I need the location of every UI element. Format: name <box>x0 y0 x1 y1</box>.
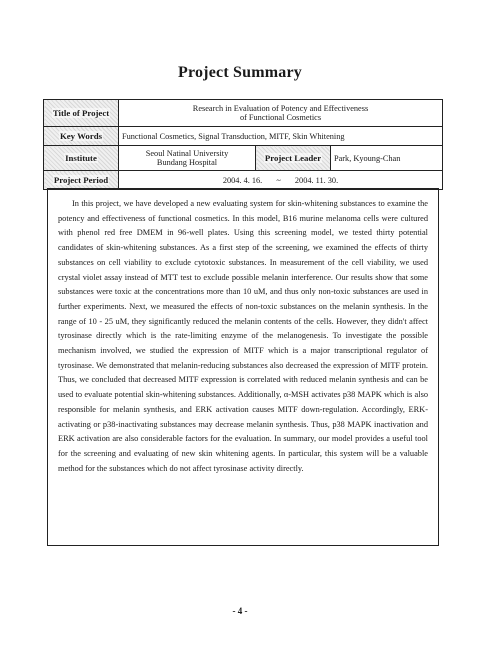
title-label-cell <box>44 100 119 127</box>
period-value <box>119 171 443 190</box>
keywords-value: Functional Cosmetics, Signal Transduction, MITF, Skin Whitening <box>119 127 443 146</box>
period-end: 2004. 11. 30. <box>294 175 339 185</box>
title-value-cell <box>119 100 443 127</box>
institute-label-cell <box>44 146 119 171</box>
institute-line1: Seoul Natinal University <box>145 149 229 158</box>
keywords-label: Key Words <box>59 131 103 141</box>
project-info-table <box>43 99 443 190</box>
keywords-label-cell <box>44 127 119 146</box>
title-row <box>44 100 443 127</box>
title-label: Title of Project <box>52 108 110 118</box>
institute-label: Institute <box>65 153 97 163</box>
institute-row <box>44 146 443 171</box>
institute-value-cell <box>119 146 256 171</box>
summary-box <box>47 188 439 546</box>
period-label: Project Period <box>53 175 109 185</box>
leader-label-cell <box>256 146 331 171</box>
summary-paragraph: In this project, we have developed a new evaluating system for skin-whitening substances to examine the potency and effectiveness of functional cosmetics. In this model, B16 murine melanoma cells were cultured with phenol red free DMEM in 96-well plates. Using this screening model, we tested thirty potential candidates of skin-whitening substances. As a first step of the screening, we examined the effects of thirty substances on cell viability to exclude cytotoxic substances. In measurement of the cell viability, we used crystal violet assay instead of MTT test to exclude possible melanin interference. Our results show that some substances were toxic at the concentrations more than 10 uM, and thus only non-toxic substances are used in further experiments. Next, we measured the effects of non-toxic substances on the melanin synthesis. In the range of 10 - 25 uM, they significantly reduced the melanin contents of the cells. However, they didn't affect tyrosinase directly which is the rate-limiting enzyme of the melanogenesis. To investigate the possible mechanism involved, we studied the expression of MITF which is a major transcriptional regulator of tyrosinase. We demonstrated that melanin-reducing substances also decreased the expression of MITF protein. Thus, we concluded that decreased MITF expression is correlated with reduced melanin synthesis and can be used to evaluate potential skin-whitening substances. Additionally, α-MSH activates p38 MAPK which is also responsible for melanin synthesis, and ERK activation causes MITF down-regulation. Accordingly, ERK-activating or p38-inactivating substances may decrease melanin synthesis. Thus, p38 MAPK inactivation and ERK activation are also considerable factors for the evaluation. In summary, our model provides a useful tool for the screening and evaluating of new skin whitening agents. In particular, this system will be a valuable method for the substances which do not affect tyrosinase activity directly. <box>58 199 428 473</box>
period-label-cell <box>44 171 119 190</box>
period-separator: ~ <box>276 175 281 185</box>
page-title: Project Summary <box>178 64 302 81</box>
keywords-row <box>44 127 443 146</box>
title-value-line1: Research in Evaluation of Potency and Effectiveness <box>192 104 369 113</box>
period-row <box>44 171 443 190</box>
page-number: - 4 - <box>232 606 248 616</box>
period-start: 2004. 4. 16. <box>222 175 263 185</box>
leader-value: Park, Kyoung-Chan <box>331 146 443 171</box>
title-value-line2: of Functional Cosmetics <box>239 113 322 122</box>
leader-label: Project Leader <box>264 153 322 163</box>
institute-line2: Bundang Hospital <box>156 158 218 167</box>
